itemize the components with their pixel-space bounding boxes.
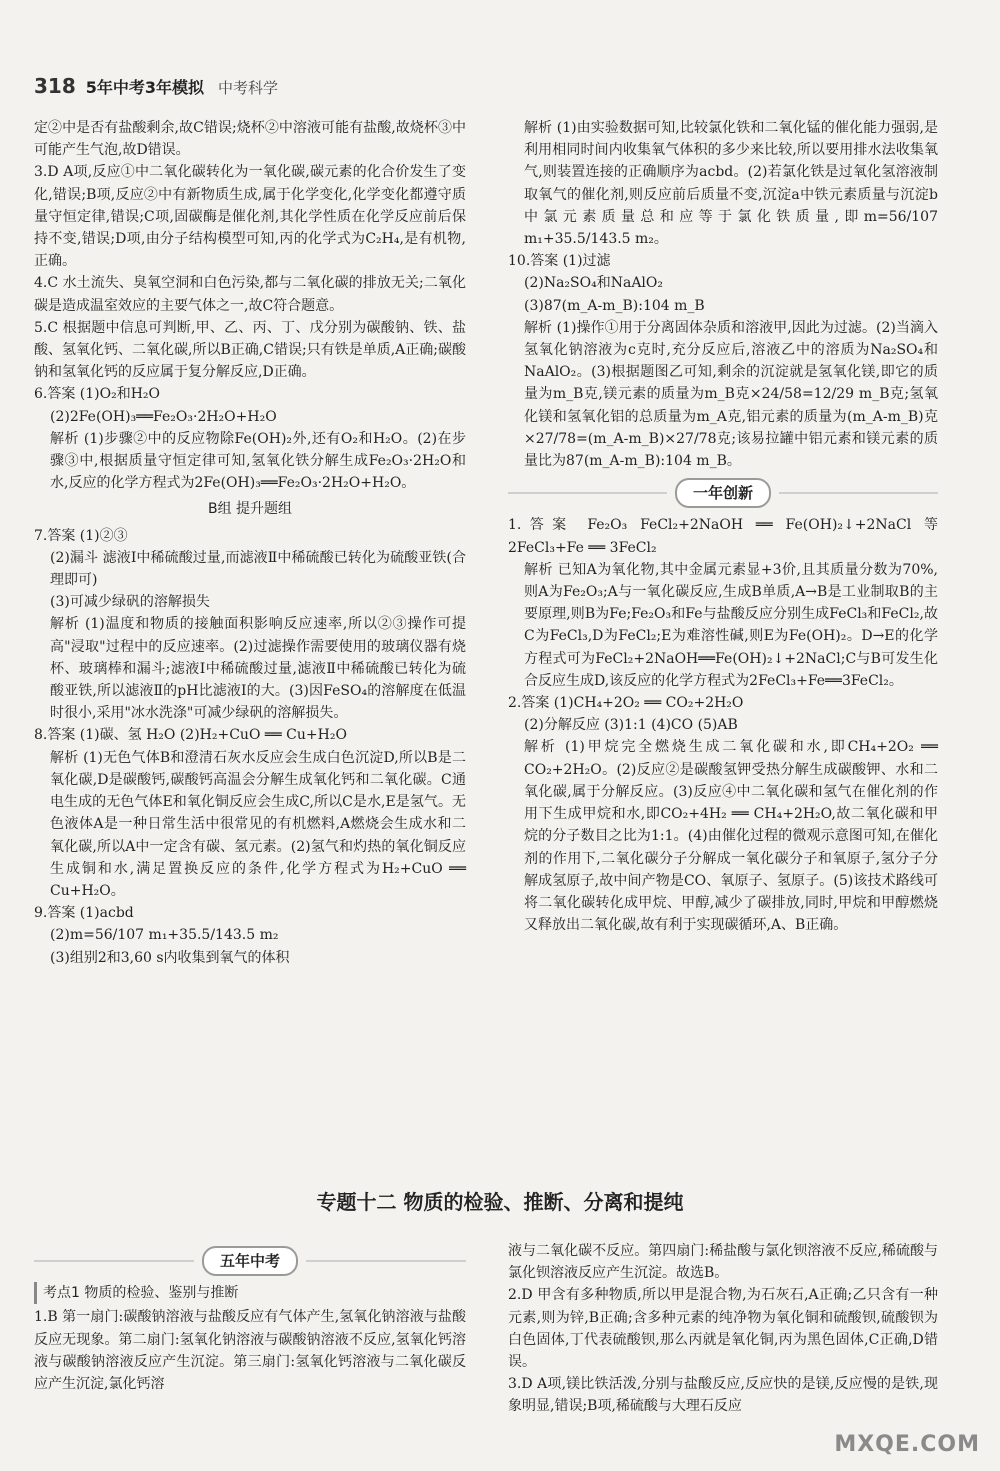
answer-paragraph: (2)Na₂SO₄和NaAlO₂ [524,275,663,292]
banner-label: 一年创新 [675,478,771,508]
answer-paragraph: 2.D 甲含有多种物质,所以甲是混合物,为石灰石,A正确;乙只含有一种元素,则为锌,B正确;含多种元素的纯净物为氧化铜和硫酸钡,硫酸钡为白色固体,丁代表硫酸钡,那么丙就是氧化铜,丙为黑色固体,C正确,D错误。 [508,1287,938,1371]
page-header [34,74,278,104]
answer-paragraph: 4.C 水土流失、臭氧空洞和白色污染,都与二氧化碳的排放无关;二氧化碳是造成温室效应的主要气体之一,故C符合题意。 [34,275,466,314]
bottom-left-column [34,1240,466,1395]
bottom-right-column [508,1240,938,1418]
answer-paragraph: (2)m=56/107 m₁+35.5/143.5 m₂ [50,927,279,944]
section-title: 专题十二 物质的检验、推断、分离和提纯 [316,1190,684,1214]
section-banner [34,1246,466,1276]
answer-paragraph: 解析 (1)无色气体B和澄清石灰水反应会生成白色沉淀D,所以B是二氧化碳,D是碳酸钙,碳酸钙高温会分解生成氧化钙和二氧化碳。C通电生成的无色气体E和氧化铜反应会生成C,所以C是水,E是氢气。无色液体A是一种日常生活中很常见的有机燃料,A燃烧会生成水和二氧化碳,所以A中一定含有碳、氢元素。(2)氢气和灼热的氧化铜反应生成铜和水,满足置换反应的条件,化学方程式为H₂+CuO ══ Cu+H₂O。 [50,749,466,899]
answer-paragraph: 解析 (1)操作①用于分离固体杂质和溶液甲,因此为过滤。(2)当滴入氢氧化钠溶液为c克时,充分反应后,溶液乙中的溶质为Na₂SO₄和NaAlO₂。(3)根据题图乙可知,剩余的沉淀就是氢氧化镁,即它的质量为m_B克,镁元素的质量为m_B克×24/58=12/29 m_B克;氢氧化镁和氢氧化铝的总质量为m_A克,铝元素的质量为(m_A-m_B)克×27/78=(m_A-m_B)×27/78克;该易拉罐中铝元素和镁元素的质量比为87(m_A-m_B):104 m_B。 [524,319,938,470]
book-title: 5年中考3年模拟 [85,78,205,97]
answer-paragraph: 10.答案 (1)过滤 [508,253,611,270]
answer-paragraph: 解析 (1)温度和物质的接触面积影响反应速率,所以②③操作可提高"浸取"过程中的反应速率。(2)过滤操作需要使用的玻璃仪器有烧杯、玻璃棒和漏斗;滤液Ⅰ中稀硫酸过量,滤液Ⅱ中稀硫酸已转化为硫酸亚铁,所以滤液Ⅱ的pH比滤液Ⅰ的大。(3)因FeSO₄的溶解度在低温时很小,采用"冰水洗涤"可减少绿矾的溶解损失。 [50,616,466,722]
answer-paragraph: 8.答案 (1)碳、氢 H₂O (2)H₂+CuO ══ Cu+H₂O [34,727,347,744]
answer-paragraph: 1.答案 Fe₂O₃ FeCl₂+2NaOH ══ Fe(OH)₂↓+2NaCl 等 2FeCl₃+Fe ══ 3FeCl₂ [508,517,938,556]
answer-paragraph: 9.答案 (1)acbd [34,905,134,922]
left-column [34,117,466,969]
answer-paragraph: 解析 (1)甲烷完全燃烧生成二氧化碳和水,即CH₄+2O₂ ══ CO₂+2H₂O。(2)反应②是碳酸氢钾受热分解生成碳酸钾、水和二氧化碳,属于分解反应。(3)反应④中二氧化碳和氢气在催化剂的作用下生成甲烷和水,即CO₂+4H₂ ══ CH₄+2H₂O,故二氧化碳和甲烷的分子数目之比为1:1。(4)由催化过程的微观示意图可知,在催化剂的作用下,二氧化碳分子分解成一氧化碳分子和氧原子,氢分子分解成氢原子,故中间产物是CO、氧原子、氢原子。(5)该技术路线可将二氧化碳转化成甲烷、甲醇,减少了碳排放,同时,甲烷和甲醇燃烧又释放出二氧化碳,故有利于实现碳循环,A、B正确。 [524,739,938,934]
answer-paragraph: 解析 已知A为氧化物,其中金属元素显+3价,且其质量分数为70%,则A为Fe₂O₃;A与一氧化碳反应,生成B单质,A→B是工业制取B的主要原理,则B为Fe;Fe₂O₃和Fe与盐酸反应分别生成FeCl₃和FeCl₂,故C为FeCl₃,D为FeCl₂;E为难溶性碱,则E为Fe(OH)₂。D→E的化学方程式可为FeCl₂+2NaOH══Fe(OH)₂↓+2NaCl;C与B可发生化合反应生成D,该反应的化学方程式为2FeCl₃+Fe══3FeCl₂。 [524,561,938,689]
right-column [508,117,938,936]
answer-paragraph: 定②中是否有盐酸剩余,故C错误;烧杯②中溶液可能有盐酸,故烧杯③中可能产生气泡,故D错误。 [34,120,466,159]
subject: 中考科学 [218,79,279,97]
group-heading: B组 提升题组 [207,501,293,518]
section-banner [508,478,938,508]
answer-paragraph: 液与二氧化碳不反应。第四扇门:稀盐酸与氯化钡溶液不反应,稀硫酸与氯化钡溶液反应产生沉淀。故选B。 [508,1243,938,1282]
answer-paragraph: 2.答案 (1)CH₄+2O₂ ══ CO₂+2H₂O [508,695,744,712]
banner-label: 五年中考 [202,1246,298,1276]
answer-paragraph: (2)漏斗 滤液Ⅰ中稀硫酸过量,而滤液Ⅱ中稀硫酸已转化为硫酸亚铁(合理即可) [50,549,466,589]
answer-paragraph: (3)组别2和3,60 s内收集到氧气的体积 [50,949,290,966]
answer-paragraph: 3.D A项,反应①中二氧化碳转化为一氧化碳,碳元素的化合价发生了变化,错误;B项,反应②中有新物质生成,属于化学变化,化学变化都遵守质量守恒定律,错误;C项,固碳酶是催化剂,其化学性质在化学反应前后保持不变,错误;D项,由分子结构模型可知,丙的化学式为C₂H₄,是有机物,正确。 [34,164,466,270]
answer-paragraph: 7.答案 (1)②③ [34,527,128,544]
answer-paragraph: (2)分解反应 (3)1:1 (4)CO (5)AB [524,717,738,734]
answer-paragraph: (3)87(m_A-m_B):104 m_B [524,297,705,314]
answer-paragraph: (2)2Fe(OH)₃══Fe₂O₃·2H₂O+H₂O [50,408,277,425]
answer-paragraph: 解析 (1)步骤②中的反应物除Fe(OH)₂外,还有O₂和H₂O。(2)在步骤③中,根据质量守恒定律可知,氢氧化铁分解生成Fe₂O₃·2H₂O和水,反应的化学方程式为2Fe(OH)₃══Fe₂O₃·2H₂O+H₂O。 [50,430,466,492]
answer-paragraph: 6.答案 (1)O₂和H₂O [34,386,161,403]
answer-paragraph: 5.C 根据题中信息可判断,甲、乙、丙、丁、戊分别为碳酸钠、铁、盐酸、氢氧化钙、二氧化碳,所以B正确,C错误;只有铁是单质,A正确;碳酸钠和氢氧化钙的反应属于复分解反应,D正确。 [34,319,466,381]
answer-paragraph: 3.D A项,镁比铁活泼,分别与盐酸反应,反应快的是镁,反应慢的是铁,现象明显,错误;B项,稀硫酸与大理石反应 [508,1376,938,1415]
answer-paragraph: (3)可减少绿矾的溶解损失 [50,594,210,611]
watermark: MXQE.COM [834,1432,980,1457]
exam-point-label: 考点1 物质的检验、鉴别与推断 [34,1282,466,1304]
answer-paragraph: 1.B 第一扇门:碳酸钠溶液与盐酸反应有气体产生,氢氧化钠溶液与盐酸反应无现象。第二扇门:氢氧化钠溶液与碳酸钠溶液不反应,氢氧化钙溶液与碳酸钠溶液反应产生沉淀。第三扇门:氢氧化钙溶液与二氧化碳反应产生沉淀,氯化钙溶 [34,1309,466,1393]
page-number: 318 [34,74,76,98]
answer-paragraph: 解析 (1)由实验数据可知,比较氯化铁和二氧化锰的催化能力强弱,是利用相同时间内收集氧气体积的多少来比较,所以要用排水法收集氧气,则装置连接的正确顺序为acbd。(2)若氯化铁是过氧化氢溶液制取氧气的催化剂,则反应前后质量不变,沉淀a中铁元素质量与沉淀b中氯元素质量总和应等于氯化铁质量,即m=56/107 m₁+35.5/143.5 m₂。 [524,120,938,248]
